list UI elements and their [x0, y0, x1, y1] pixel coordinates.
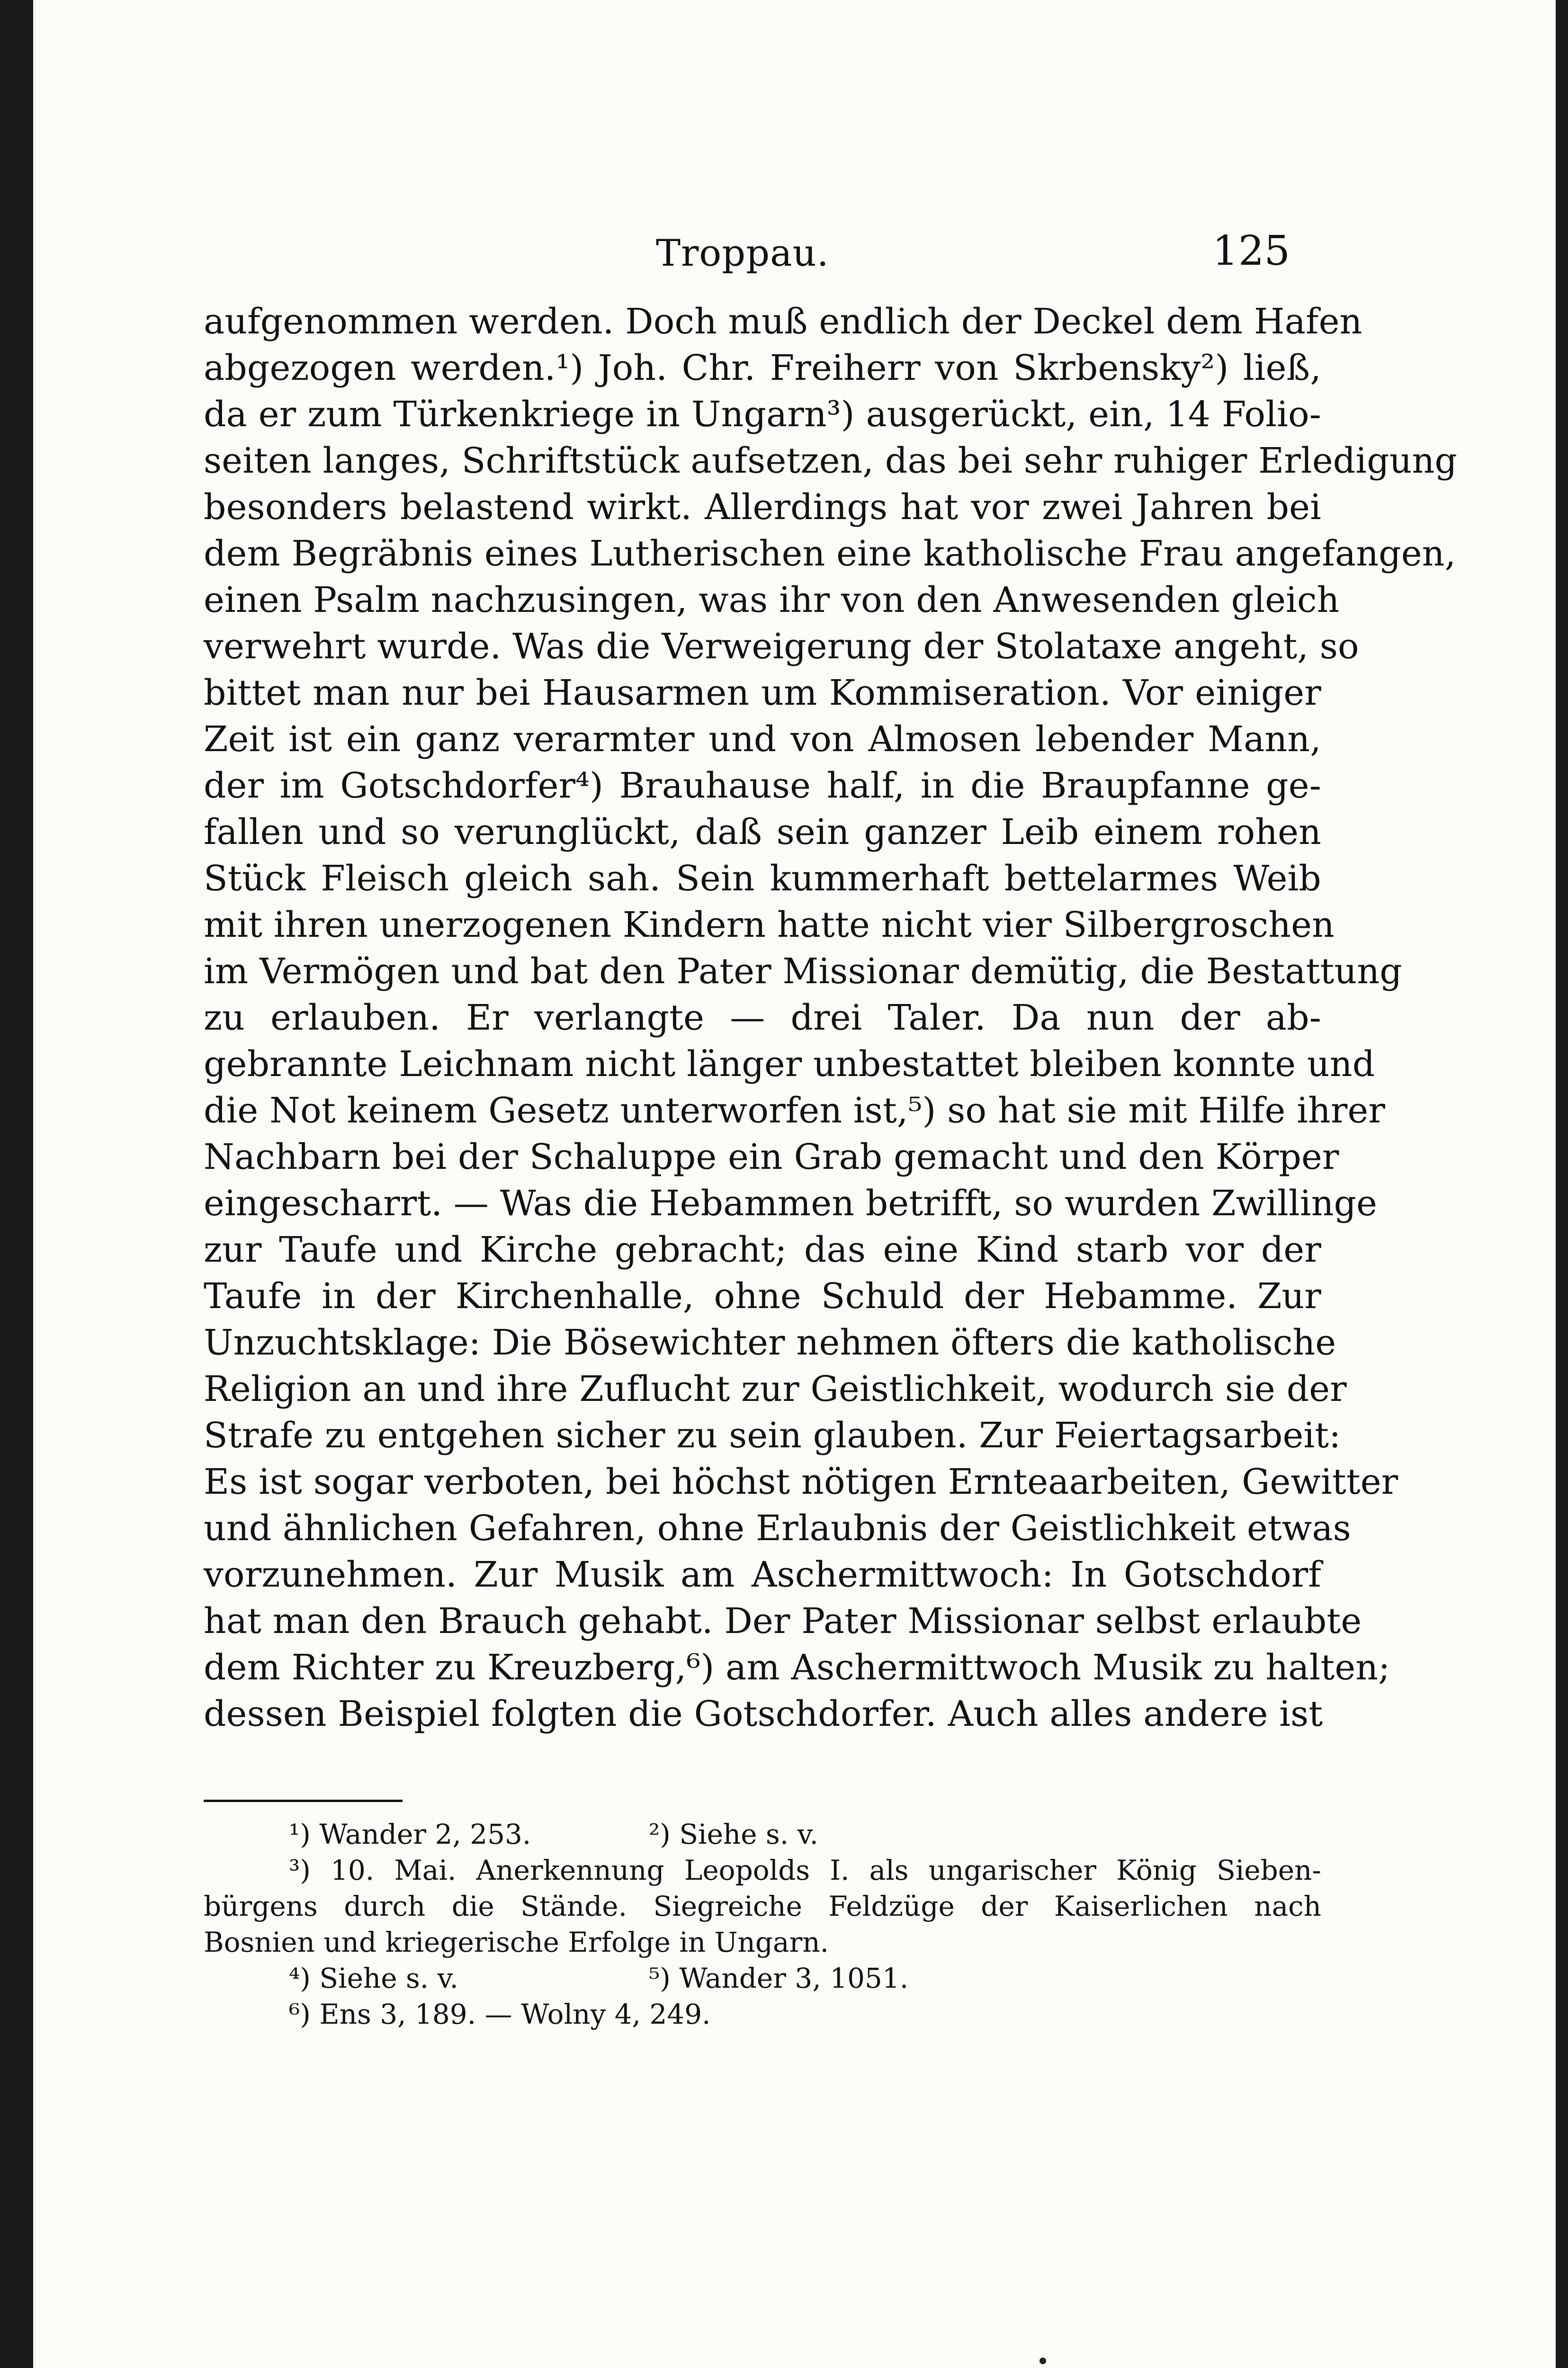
text-line: seiten langes, Schriftstück aufsetzen, das bei sehr ruhiger Erledigung	[204, 440, 1458, 481]
text-line: und ähnlichen Gefahren, ohne Erlaubnis der Geistlichkeit etwas	[204, 1508, 1351, 1549]
text-line: einen Psalm nachzusingen, was ihr von den Anwesenden gleich	[204, 580, 1340, 620]
text-line: besonders belastend wirkt. Allerdings hat vor zwei Jahren bei	[204, 487, 1321, 528]
text-line: hat man den Brauch gehabt. Der Pater Missionar selbst erlaubte	[204, 1601, 1362, 1641]
text-line: Es ist sogar verboten, bei höchst nötigen Ernteaarbeiten, Gewitter	[204, 1462, 1398, 1502]
footnote-3-cont: bürgens durch die Stände. Siegreiche Feldzüge der Kaiserlichen nach	[204, 1890, 1321, 1922]
text-line: verwehrt wurde. Was die Verweigerung der Stolataxe angeht, so	[204, 626, 1359, 667]
text-line: zur Taufe und Kirche gebracht; das eine Kind starb vor der	[204, 1229, 1321, 1270]
main-text	[204, 298, 1458, 1737]
page-edge	[1556, 0, 1568, 2368]
footnotes	[204, 1816, 1321, 2032]
text-line: gebrannte Leichnam nicht länger unbestattet bleiben konnte und	[204, 1044, 1375, 1085]
text-line: abgezogen werden.¹) Joh. Chr. Freiherr von Skrbensky²) ließ,	[204, 348, 1321, 388]
text-line: Religion an und ihre Zuflucht zur Geistlichkeit, wodurch sie der	[204, 1369, 1347, 1409]
footnote-row	[204, 1816, 1321, 1852]
footnote-3: ³) 10. Mai. Anerkennung Leopolds I. als ungarischer König Sieben-	[289, 1854, 1321, 1886]
footnote-3-cont: Bosnien und kriegerische Erfolge in Ungarn.	[204, 1926, 829, 1958]
text-line: Unzuchtsklage: Die Bösewichter nehmen öfters die katholische	[204, 1322, 1336, 1363]
print-speck	[1039, 2358, 1046, 2364]
text-line: im Vermögen und bat den Pater Missionar demütig, die Bestattung	[204, 951, 1402, 992]
text-line: fallen und so verunglückt, daß sein ganzer Leib einem rohen	[204, 812, 1321, 852]
footnote-1: ¹) Wander 2, 253.	[289, 1818, 531, 1850]
text-line: Strafe zu entgehen sicher zu sein glauben. Zur Feiertagsarbeit:	[204, 1415, 1341, 1456]
text-line: Stück Fleisch gleich sah. Sein kummerhaft bettelarmes Weib	[204, 858, 1321, 899]
book-page	[33, 0, 1556, 2368]
text-line: Zeit ist ein ganz verarmter und von Almosen lebender Mann,	[204, 719, 1321, 760]
footnote-6: ⁶) Ens 3, 189. — Wolny 4, 249.	[289, 1998, 711, 2030]
binding-edge	[0, 0, 33, 2368]
running-title: Troppau.	[656, 232, 829, 275]
page-header	[33, 223, 1556, 279]
footnote-4: ⁴) Siehe s. v.	[289, 1962, 458, 1994]
text-line: bittet man nur bei Hausarmen um Kommiseration. Vor einiger	[204, 673, 1321, 713]
text-line: dessen Beispiel folgten die Gotschdorfer. Auch alles andere ist	[204, 1694, 1323, 1734]
page-number: 125	[1212, 227, 1290, 275]
text-line: die Not keinem Gesetz unterworfen ist,⁵) so hat sie mit Hilfe ihrer	[204, 1090, 1386, 1131]
text-line: dem Richter zu Kreuzberg,⁶) am Aschermittwoch Musik zu halten;	[204, 1647, 1390, 1688]
text-line: mit ihren unerzogenen Kindern hatte nicht vier Silbergroschen	[204, 905, 1335, 945]
footnote-divider	[204, 1800, 403, 1802]
footnote-row	[204, 1960, 1321, 1996]
text-line: dem Begräbnis eines Lutherischen eine katholische Frau angefangen,	[204, 533, 1456, 574]
footnote-2: ²) Siehe s. v.	[649, 1818, 818, 1850]
text-line: da er zum Türkenkriege in Ungarn³) ausgerückt, ein, 14 Folio-	[204, 394, 1321, 435]
text-line: der im Gotschdorfer⁴) Brauhause half, in die Braupfanne ge-	[204, 765, 1321, 806]
text-line: eingescharrt. — Was die Hebammen betrifft, so wurden Zwillinge	[204, 1183, 1378, 1224]
text-line: Taufe in der Kirchenhalle, ohne Schuld der Hebamme. Zur	[204, 1276, 1321, 1317]
text-line: aufgenommen werden. Doch muß endlich der Deckel dem Hafen	[204, 301, 1362, 342]
footnote-5: ⁵) Wander 3, 1051.	[649, 1962, 909, 1994]
text-line: Nachbarn bei der Schaluppe ein Grab gemacht und den Körper	[204, 1137, 1339, 1177]
text-line: vorzunehmen. Zur Musik am Aschermittwoch: In Gotschdorf	[204, 1554, 1321, 1595]
text-line: zu erlauben. Er verlangte — drei Taler. Da nun der ab-	[204, 997, 1321, 1038]
